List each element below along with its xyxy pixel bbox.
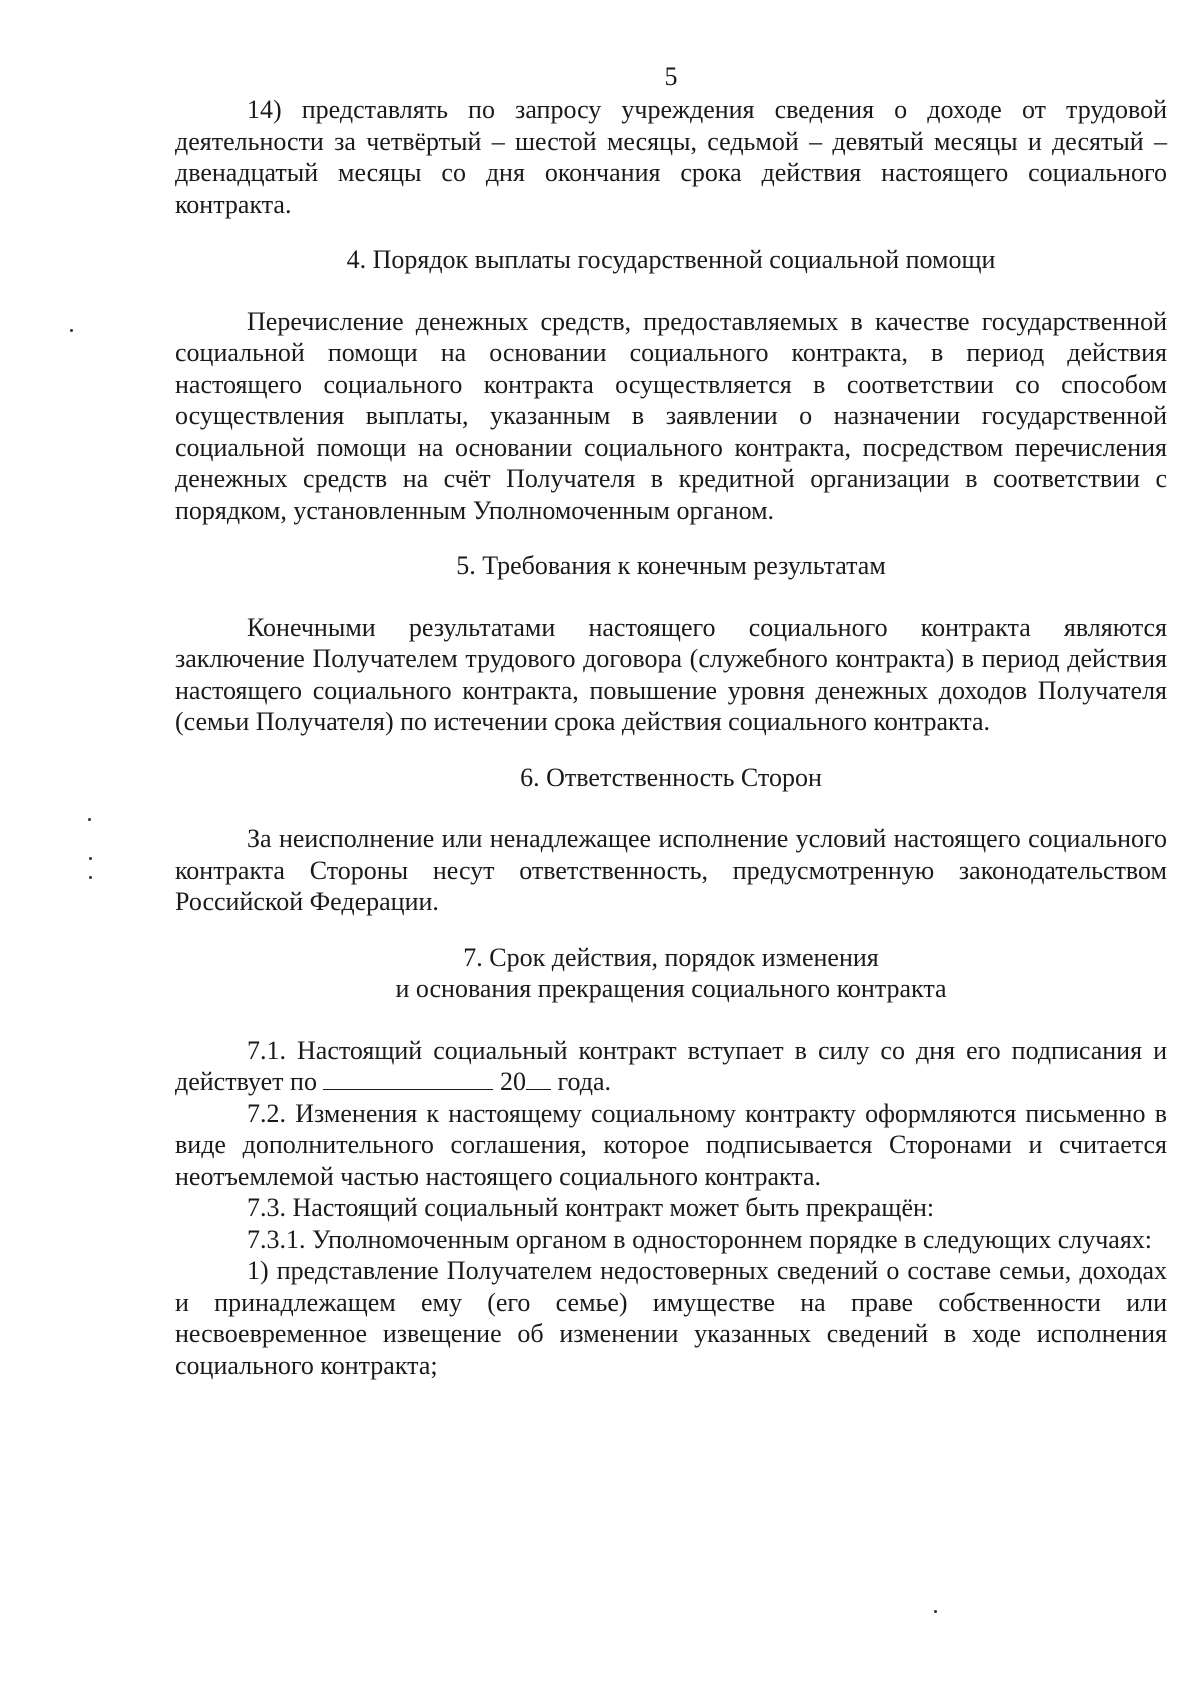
year-blank [526,1069,551,1090]
year-prefix: 20 [499,1067,526,1096]
section-7-title-line-1: 7. Срок действия, порядок изменения [463,942,879,972]
scan-speck [89,876,92,879]
scan-speck [934,1610,937,1613]
scan-speck [70,329,73,332]
section-6-title: 6. Ответственность Сторон [520,762,822,792]
scan-speck [89,857,92,860]
section-4-paragraph: Перечисление денежных средств, предоставляемых в качестве государственной социальной помощи на основании социального контракта, в период действия настоящего социального контракта осуществляется в соответствии со способом осуществления выплаты, указанным в заявлении о назначении государственной социальной помощи на основании социального контракта, посредством перечисления денежных средств на счёт Получателя в кредитной организации в соответствии с порядком, установленным Уполномоченным органом. [175,306,1167,525]
clause-7-1 [175,1035,1167,1098]
clause-7-3-1: 7.3.1. Уполномоченным органом в одностороннем порядке в следующих случаях: [247,1224,1153,1254]
year-suffix: года. [557,1067,611,1096]
clause-7-3-1-item-1: 1) представление Получателем недостоверных сведений о составе семьи, доходах и принадлежащем ему (его семье) имуществе на праве собственности или несвоевременное извещение об изменении указанных сведений в ходе исполнения социального контракта; [175,1256,1167,1380]
section-5-paragraph: Конечными результатами настоящего социального контракта являются заключение Получателем трудового договора (служебного контракта) в период действия настоящего социального контракта, повышение уровня денежных доходов Получателя (семьи Получателя) по истечении срока действия социального контракта. [175,612,1167,736]
section-5-title: 5. Требования к конечным результатам [456,551,886,580]
item-14-paragraph: 14) представлять по запросу учреждения сведения о доходе от трудовой деятельности за четвёртый – шестой месяцы, седьмой – девятый месяцы и десятый – двенадцатый месяцы со дня окончания срока действия настоящего социального контракта. [175,95,1167,219]
clause-7-3: 7.3. Настоящий социальный контракт может быть прекращён: [247,1193,935,1222]
scan-speck [88,818,91,821]
section-6-paragraph: За неисполнение или ненадлежащее исполнение условий настоящего социального контракта Стороны несут ответственность, предусмотренную законодательством Российской Федерации. [175,824,1167,916]
clause-7-1-text: 7.1. Настоящий социальный контракт вступает в силу со дня его подписания и действует по [175,1035,1167,1096]
section-4-title: 4. Порядок выплаты государственной социальной помощи [346,245,996,274]
clause-7-2: 7.2. Изменения к настоящему социальному контракту оформляются письменно в виде дополнительного соглашения, которое подписывается Сторонами и считается неотъемлемой частью настоящего социального контракта. [175,1098,1167,1191]
document-page [175,60,1167,1381]
section-7-title-line-2: и основания прекращения социального контракта [395,974,947,1003]
page-number: 5 [664,62,678,91]
date-blank [323,1069,493,1090]
